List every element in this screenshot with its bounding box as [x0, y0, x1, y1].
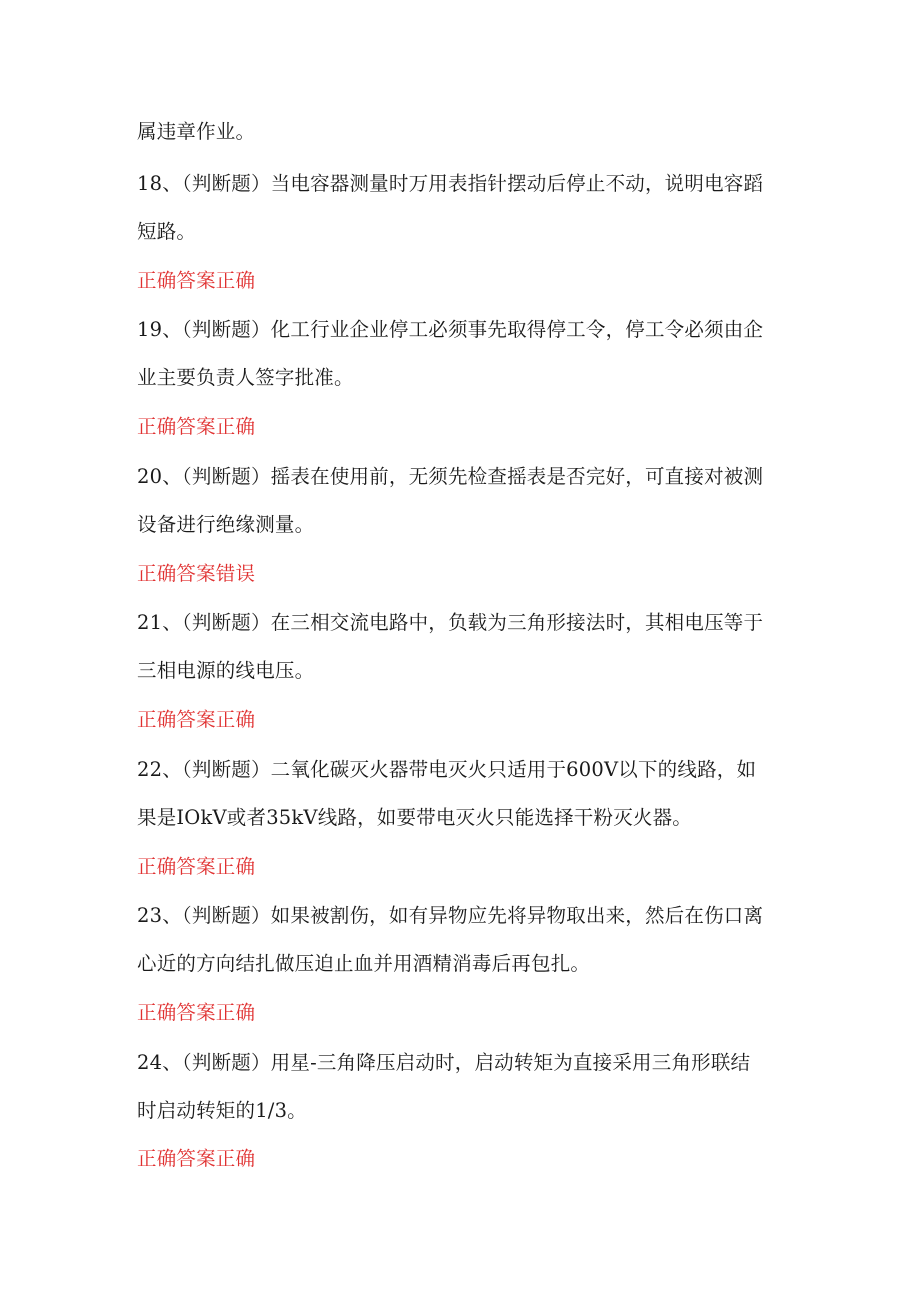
- question-24-line-1: 24、（判断题）用星-三角降压启动时，启动转矩为直接采用三角形联结: [137, 1051, 751, 1074]
- answer-18: 正确答案正确: [137, 269, 256, 292]
- question-18-line-2: 短路。: [137, 220, 197, 243]
- question-20-line-2: 设备进行绝缘测量。: [137, 513, 315, 536]
- answer-20: 正确答案错误: [137, 562, 256, 585]
- answer-19: 正确答案正确: [137, 415, 256, 438]
- answer-22: 正确答案正确: [137, 855, 256, 878]
- question-20-line-1: 20、（判断题）摇表在使用前，无须先检查摇表是否完好，可直接对被测: [137, 465, 764, 488]
- question-22-line-1: 22、（判断题）二氧化碳灭火器带电灭火只适用于600V以下的线路，如: [137, 758, 757, 781]
- question-23-line-2: 心近的方向结扎做压迫止血并用酒精消毒后再包扎。: [137, 952, 591, 975]
- question-24-line-2: 时启动转矩的1/3。: [137, 1099, 307, 1122]
- answer-24: 正确答案正确: [137, 1147, 256, 1170]
- continuation-text: 属违章作业。: [137, 120, 256, 143]
- question-21-line-2: 三相电源的线电压。: [137, 659, 315, 682]
- question-18-line-1: 18、（判断题）当电容器测量时万用表指针摆动后停止不动，说明电容蹈: [137, 172, 764, 195]
- question-23-line-1: 23、（判断题）如果被割伤，如有异物应先将异物取出来，然后在伤口离: [137, 904, 764, 927]
- question-22-line-2: 果是IOkV或者35kV线路，如要带电灭火只能选择干粉灭火器。: [137, 806, 692, 829]
- question-21-line-1: 21、（判断题）在三相交流电路中，负载为三角形接法时，其相电压等于: [137, 611, 764, 634]
- question-19-line-2: 业主要负责人签字批准。: [137, 366, 354, 389]
- answer-21: 正确答案正确: [137, 708, 256, 731]
- answer-23: 正确答案正确: [137, 1001, 256, 1024]
- question-19-line-1: 19、（判断题）化工行业企业停工必须事先取得停工令，停工令必须由企: [137, 318, 764, 341]
